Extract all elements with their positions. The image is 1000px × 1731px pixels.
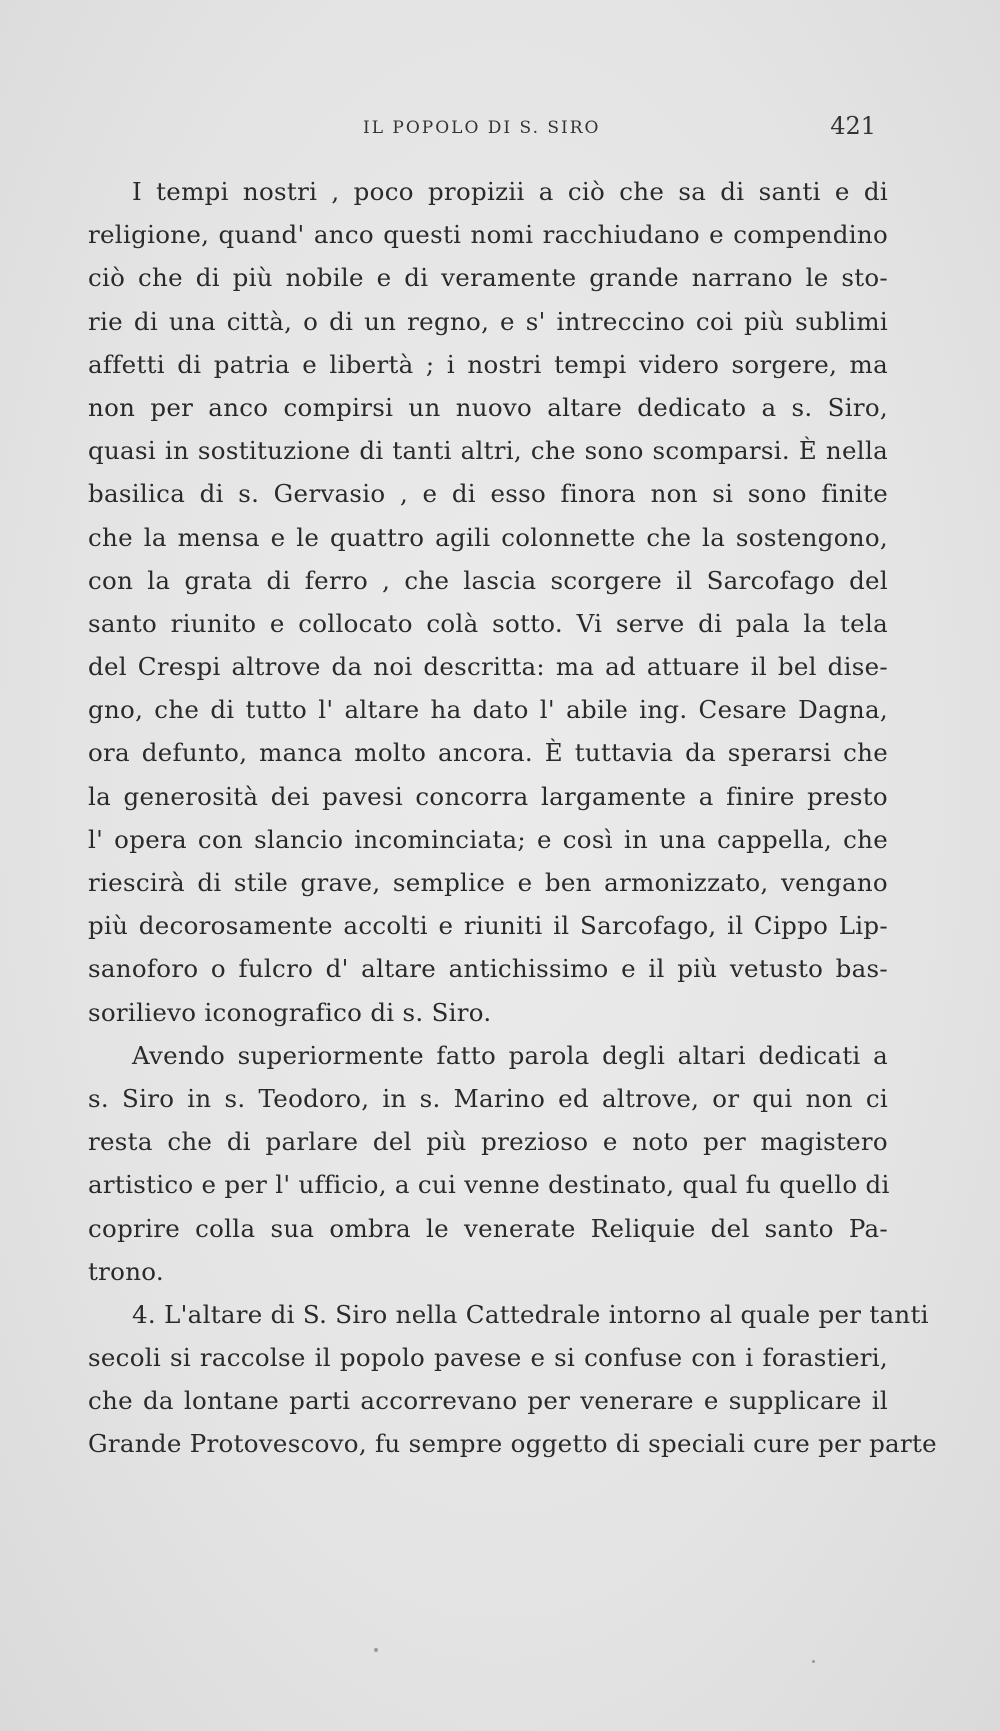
text-line: con la grata di ferro , che lascia scorgere il Sarcofago del: [88, 565, 888, 595]
text-line: quasi in sostituzione di tanti altri, che sono scomparsi. È nella: [88, 436, 888, 466]
text-line: resta che di parlare del più prezioso e noto per magistero: [88, 1127, 888, 1157]
text-line: ciò che di più nobile e di veramente grande narrano le sto-: [88, 263, 888, 293]
text-line: rie di una città, o di un regno, e s' intreccino coi più sublimi: [88, 306, 888, 336]
text-line: non per anco compirsi un nuovo altare dedicato a s. Siro,: [88, 392, 888, 422]
text-line: basilica di s. Gervasio , e di esso finora non si sono finite: [88, 479, 888, 509]
text-line: secoli si raccolse il popolo pavese e si confuse con i forastieri,: [88, 1343, 888, 1373]
text-line: I tempi nostri , poco propizii a ciò che sa di santi e di: [132, 177, 888, 206]
text-line: sorilievo iconografico di s. Siro.: [88, 997, 492, 1027]
text-line: 4. L'altare di S. Siro nella Cattedrale intorno al quale per tanti: [132, 1299, 929, 1329]
text-line: trono.: [88, 1256, 164, 1286]
text-line: Grande Protovescovo, fu sempre oggetto di speciali cure per parte: [88, 1429, 937, 1459]
paper-speck: [812, 1660, 815, 1663]
text-line: sanoforo o fulcro d' altare antichissimo e il più vetusto bas-: [88, 954, 888, 984]
page-number: 421: [830, 112, 876, 140]
text-line: s. Siro in s. Teodoro, in s. Marino ed altrove, or qui non ci: [88, 1083, 888, 1113]
text-line: coprire colla sua ombra le venerate Reliquie del santo Pa-: [88, 1213, 888, 1243]
text-line: la generosità dei pavesi concorra largamente a finire presto: [88, 781, 888, 811]
text-line: l' opera con slancio incominciata; e così in una cappella, che: [88, 824, 888, 854]
running-head-title: IL POPOLO DI S. SIRO: [363, 118, 601, 138]
text-line: riescirà di stile grave, semplice e ben armonizzato, vengano: [88, 868, 888, 897]
text-line: Avendo superiormente fatto parola degli altari dedicati a: [132, 1040, 888, 1070]
text-line: del Crespi altrove da noi descritta: ma ad attuare il bel dise-: [88, 652, 888, 682]
text-line: gno, che di tutto l' altare ha dato l' abile ing. Cesare Dagna,: [88, 695, 888, 725]
text-line: che la mensa e le quattro agili colonnette che la sostengono,: [88, 522, 888, 552]
paper-speck: [374, 1648, 378, 1652]
text-line: artistico e per l' ufficio, a cui venne destinato, qual fu quello di: [88, 1170, 890, 1200]
text-line: ora defunto, manca molto ancora. È tuttavia da sperarsi che: [88, 738, 888, 768]
text-line: più decorosamente accolti e riuniti il Sarcofago, il Cippo Lip-: [88, 911, 888, 941]
text-line: affetti di patria e libertà ; i nostri tempi videro sorgere, ma: [88, 349, 888, 379]
text-line: santo riunito e collocato colà sotto. Vi serve di pala la tela: [88, 608, 888, 638]
text-line: religione, quand' anco questi nomi racchiudano e compendino: [88, 220, 888, 250]
body-text: [88, 170, 937, 1466]
running-head: [88, 112, 888, 142]
text-line: che da lontane parti accorrevano per venerare e supplicare il: [88, 1386, 888, 1416]
